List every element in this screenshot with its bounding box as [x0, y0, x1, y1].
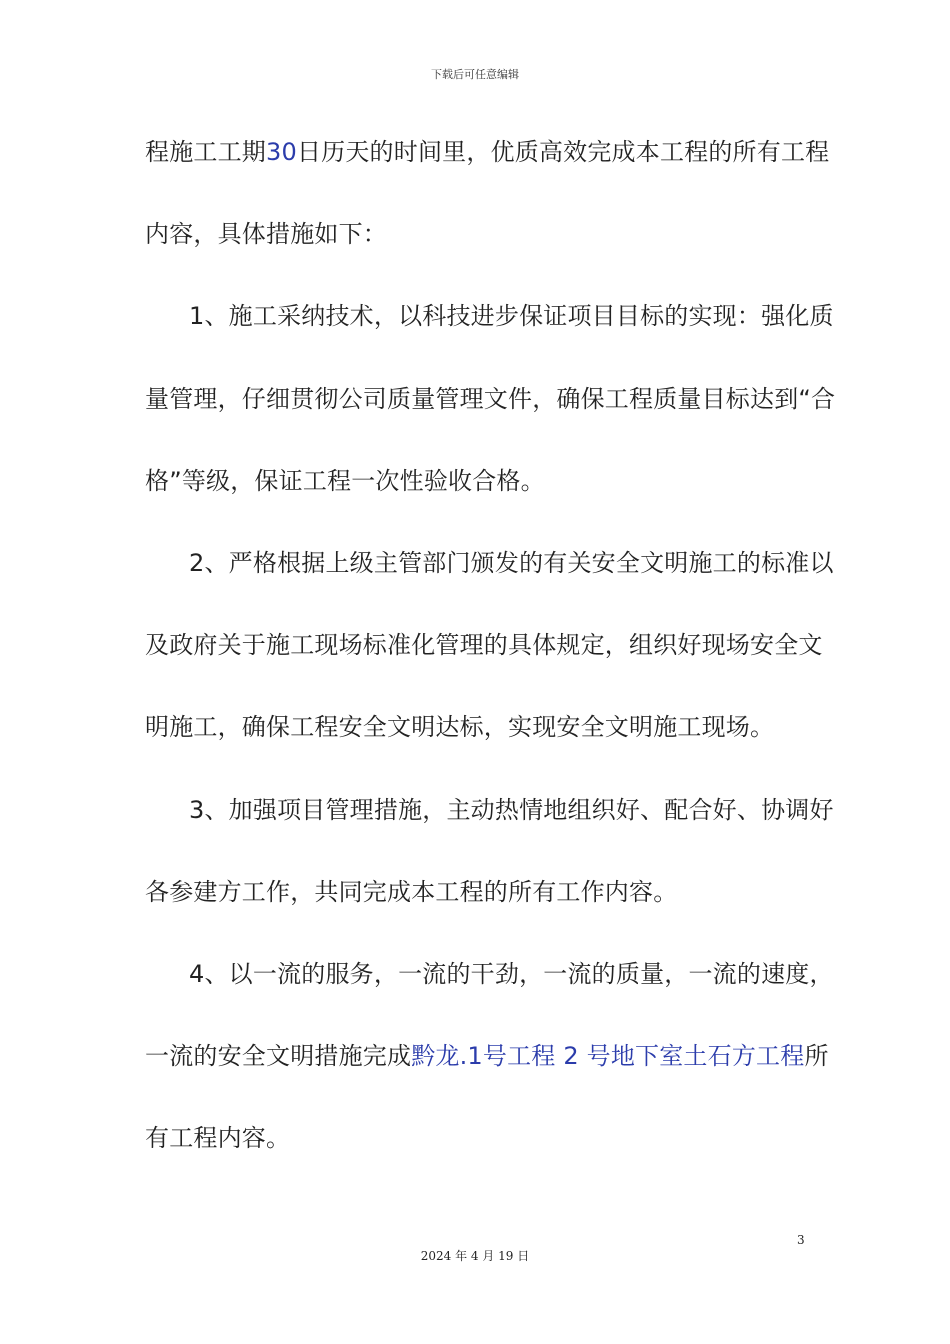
page-number: 3	[797, 1233, 805, 1247]
text-span: 日历天的时间里，优质高效完成本工程的所有工程	[296, 138, 830, 166]
paragraph-line: 4、以一流的服务，一流的干劲，一流的质量，一流的速度，	[189, 959, 834, 988]
highlighted-field: 黔龙.1号工程 2 号地下室土石方工程	[411, 1042, 805, 1071]
paragraph-line: 2、严格根据上级主管部门颁发的有关安全文明施工的标准以	[189, 548, 834, 577]
page-header: 下载后可任意编辑	[431, 68, 519, 81]
paragraph-line: 1、施工采纳技术，以科技进步保证项目目标的实现：强化质	[189, 302, 834, 331]
paragraph-line: 3、加强项目管理措施，主动热情地组织好、配合好、协调好	[189, 795, 834, 824]
text-span: 所	[804, 1042, 829, 1071]
paragraph-line: 内容，具体措施如下：	[145, 220, 387, 249]
paragraph-line: 有工程内容。	[145, 1124, 291, 1153]
paragraph-line	[145, 1034, 829, 1116]
paragraph-line: 格”等级，保证工程一次性验收合格。	[145, 466, 545, 495]
page-footer-date: 2024 年 4 月 19 日	[420, 1249, 530, 1263]
text-span: 一流的安全文明措施完成	[145, 1042, 412, 1071]
highlighted-field: 30	[266, 138, 297, 166]
paragraph-line	[145, 130, 830, 212]
text-span: 程施工工期	[145, 138, 266, 166]
paragraph-line: 及政府关于施工现场标准化管理的具体规定，组织好现场安全文	[145, 631, 823, 660]
document-body	[145, 130, 836, 1198]
paragraph-line: 量管理，仔细贯彻公司质量管理文件，确保工程质量目标达到“合	[145, 384, 836, 413]
paragraph-line: 各参建方工作，共同完成本工程的所有工作内容。	[145, 877, 678, 906]
paragraph-line: 明施工，确保工程安全文明达标，实现安全文明施工现场。	[145, 713, 775, 742]
